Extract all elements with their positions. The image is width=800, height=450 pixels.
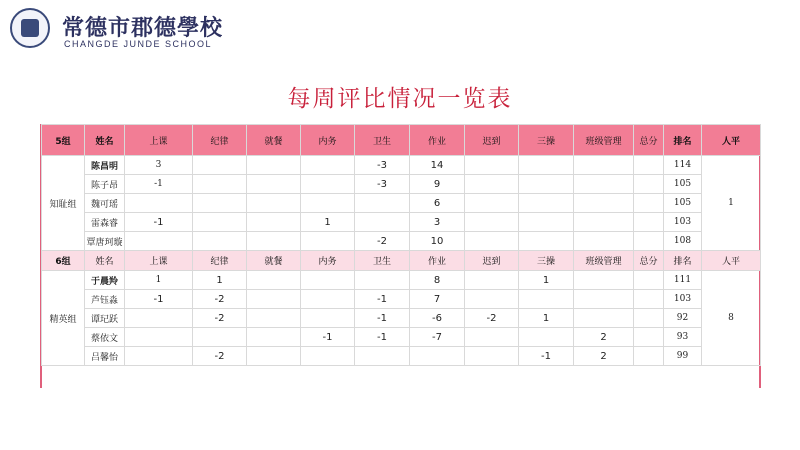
column-header-name: 姓名 [85,251,125,271]
score-cell-hygiene: -3 [355,156,410,175]
score-cell-total [634,347,664,366]
score-cell-late [465,175,519,194]
student-name: 魏可瑶 [85,194,125,213]
score-cell-exercise: 1 [519,309,574,328]
score-cell-hygiene: -2 [355,232,410,251]
score-cell-total [634,194,664,213]
score-cell-dining [247,213,301,232]
student-name: 芦钰淼 [85,290,125,309]
score-cell-total [634,328,664,347]
score-cell-dining [247,194,301,213]
score-cell-class-management [574,175,634,194]
column-header-class-management: 班级管理 [574,125,634,156]
score-cell-homework: -7 [410,328,465,347]
score-cell-dining [247,328,301,347]
score-cell-class [125,232,193,251]
score-cell-dining [247,347,301,366]
score-cell-discipline [193,232,247,251]
score-cell-homework: 6 [410,194,465,213]
score-cell-discipline [193,213,247,232]
total-score: 108 [664,232,702,251]
column-header-dorm: 内务 [301,251,355,271]
score-cell-late [465,347,519,366]
column-header-dining: 就餐 [247,251,301,271]
student-name: 陈昌明 [85,156,125,175]
table-row [42,271,761,290]
score-cell-discipline [193,194,247,213]
score-cell-class [125,194,193,213]
total-score: 105 [664,194,702,213]
group-label: 5组 [42,125,85,156]
column-header-rank: 排名 [664,125,702,156]
column-header-discipline: 纪律 [193,251,247,271]
score-cell-late [465,194,519,213]
score-cell-dorm [301,156,355,175]
score-cell-total [634,290,664,309]
score-cell-hygiene: -1 [355,328,410,347]
score-cell-dorm [301,290,355,309]
score-cell-class-management [574,213,634,232]
student-name: 于晨羚 [85,271,125,290]
student-name: 雷森睿 [85,213,125,232]
score-cell-exercise: -1 [519,347,574,366]
score-cell-total [634,156,664,175]
score-cell-hygiene: -1 [355,290,410,309]
column-header-late: 迟到 [465,251,519,271]
column-header-average: 人平 [702,251,761,271]
group-name: 精英组 [42,271,85,366]
score-cell-total [634,213,664,232]
table-row [42,213,761,232]
score-cell-discipline: -2 [193,309,247,328]
total-score: 114 [664,156,702,175]
score-cell-hygiene [355,194,410,213]
score-cell-class: -1 [125,290,193,309]
score-cell-class [125,347,193,366]
score-cell-discipline: 1 [193,271,247,290]
table-row [42,194,761,213]
column-header-class: 上课 [125,251,193,271]
score-cell-class [125,328,193,347]
school-logo [10,8,224,54]
column-header-hygiene: 卫生 [355,251,410,271]
score-cell-hygiene [355,347,410,366]
column-header-homework: 作业 [410,125,465,156]
score-cell-hygiene [355,213,410,232]
score-cell-class-management [574,232,634,251]
column-header-exercise: 三操 [519,251,574,271]
score-cell-late: -2 [465,309,519,328]
total-score: 92 [664,309,702,328]
score-cell-dorm [301,271,355,290]
total-score: 105 [664,175,702,194]
score-cell-exercise [519,213,574,232]
student-name: 谭玘跃 [85,309,125,328]
column-header-exercise: 三操 [519,125,574,156]
column-header-hygiene: 卫生 [355,125,410,156]
table-row [42,156,761,175]
column-header-class-management: 班级管理 [574,251,634,271]
school-emblem-icon [10,8,50,48]
score-cell-dorm: -1 [301,328,355,347]
score-cell-discipline: -2 [193,290,247,309]
student-name: 覃唐珂璇 [85,232,125,251]
score-cell-hygiene: -1 [355,309,410,328]
score-cell-dining [247,309,301,328]
column-header-total: 总分 [634,251,664,271]
column-header-total: 总分 [634,125,664,156]
score-cell-exercise [519,175,574,194]
score-cell-late [465,232,519,251]
score-cell-hygiene: -3 [355,175,410,194]
score-cell-dorm: 1 [301,213,355,232]
score-cell-homework: -6 [410,309,465,328]
page-title: 每周评比情况一览表 [287,86,513,112]
total-score: 103 [664,213,702,232]
score-cell-homework: 8 [410,271,465,290]
score-cell-class: -1 [125,175,193,194]
header-row [42,251,761,271]
score-cell-dining [247,290,301,309]
score-cell-class-management [574,194,634,213]
column-header-rank: 排名 [664,251,702,271]
score-cell-late [465,328,519,347]
column-header-discipline: 纪律 [193,125,247,156]
score-cell-class-management [574,309,634,328]
score-cell-class: 3 [125,156,193,175]
table-row [42,232,761,251]
total-score: 103 [664,290,702,309]
score-cell-homework: 10 [410,232,465,251]
school-name-cn: 常德市郡德學校 [62,15,224,41]
score-cell-dining [247,232,301,251]
column-header-dining: 就餐 [247,125,301,156]
group-label: 6组 [42,251,85,271]
score-cell-total [634,232,664,251]
total-score: 93 [664,328,702,347]
score-cell-homework: 14 [410,156,465,175]
score-cell-late [465,156,519,175]
score-cell-class: 1 [125,271,193,290]
group-rank: 1 [702,156,761,251]
score-cell-hygiene [355,271,410,290]
group-rank: 8 [702,271,761,366]
column-header-homework: 作业 [410,251,465,271]
student-name: 陈子昂 [85,175,125,194]
score-cell-class-management: 2 [574,328,634,347]
score-cell-total [634,271,664,290]
score-cell-class: -1 [125,213,193,232]
column-header-dorm: 内务 [301,125,355,156]
score-cell-dining [247,175,301,194]
group-name: 知耻组 [42,156,85,251]
header-row [42,125,761,156]
score-cell-late [465,290,519,309]
weekly-evaluation-table [41,124,761,366]
score-cell-total [634,309,664,328]
score-cell-late [465,271,519,290]
score-cell-discipline [193,328,247,347]
column-header-average: 人平 [702,125,761,156]
score-cell-discipline [193,175,247,194]
score-cell-homework: 7 [410,290,465,309]
score-cell-class-management [574,271,634,290]
score-cell-exercise [519,328,574,347]
score-cell-exercise [519,232,574,251]
score-cell-discipline [193,156,247,175]
total-score: 111 [664,271,702,290]
score-cell-homework: 3 [410,213,465,232]
score-cell-dorm [301,175,355,194]
score-cell-discipline: -2 [193,347,247,366]
student-name: 蔡依文 [85,328,125,347]
table-row [42,347,761,366]
table-row [42,309,761,328]
score-cell-homework [410,347,465,366]
score-cell-exercise [519,156,574,175]
total-score: 99 [664,347,702,366]
score-cell-exercise [519,290,574,309]
school-name-en: CHANGDE JUNDE SCHOOL [64,39,213,49]
table-row [42,290,761,309]
table-row [42,328,761,347]
column-header-name: 姓名 [85,125,125,156]
score-cell-total [634,175,664,194]
table-row [42,175,761,194]
score-cell-dorm [301,194,355,213]
score-cell-exercise [519,194,574,213]
student-name: 吕馨怡 [85,347,125,366]
score-cell-class-management [574,290,634,309]
score-cell-exercise: 1 [519,271,574,290]
column-header-late: 迟到 [465,125,519,156]
score-cell-dining [247,271,301,290]
score-cell-dorm [301,232,355,251]
score-cell-dorm [301,347,355,366]
score-cell-class-management: 2 [574,347,634,366]
score-cell-class [125,309,193,328]
score-cell-dining [247,156,301,175]
score-cell-class-management [574,156,634,175]
column-header-class: 上课 [125,125,193,156]
score-cell-homework: 9 [410,175,465,194]
score-cell-dorm [301,309,355,328]
score-cell-late [465,213,519,232]
